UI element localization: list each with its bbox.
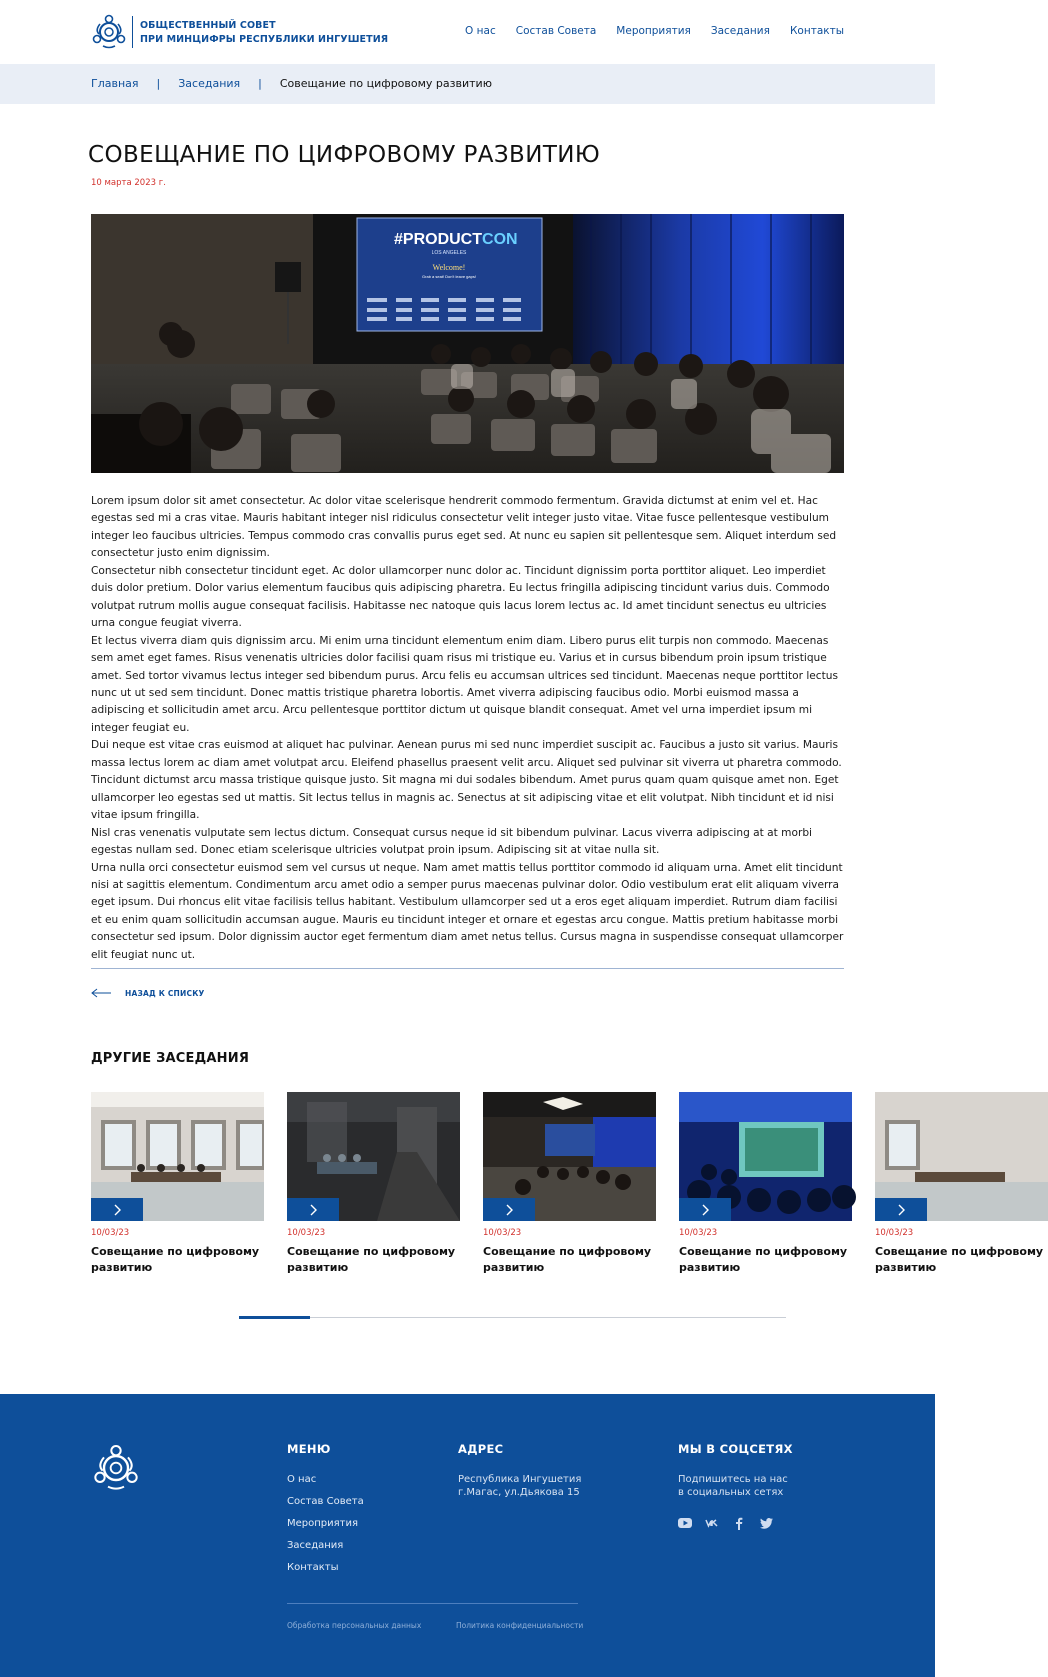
meeting-card[interactable] xyxy=(91,1092,264,1275)
breadcrumb-meetings[interactable]: Заседания xyxy=(178,77,241,90)
chevron-right-icon[interactable] xyxy=(483,1198,535,1221)
page-title: СОВЕЩАНИЕ ПО ЦИФРОВОМУ РАЗВИТИЮ xyxy=(88,142,601,168)
meeting-card-image xyxy=(287,1092,460,1221)
meeting-card-image xyxy=(679,1092,852,1221)
social-icons xyxy=(678,1516,773,1530)
nav-item-contacts[interactable]: Контакты xyxy=(789,25,844,37)
meeting-card[interactable] xyxy=(679,1092,852,1275)
breadcrumb-separator: | xyxy=(156,77,161,90)
article-body xyxy=(91,493,844,964)
slider-track[interactable] xyxy=(239,1317,786,1318)
hero-image xyxy=(91,214,844,473)
chevron-right-icon[interactable] xyxy=(875,1198,927,1221)
youtube-icon[interactable] xyxy=(678,1516,692,1530)
footer-address-line1: Республика Ингушетия xyxy=(458,1474,582,1485)
org-name-line2: ПРИ МИНЦИФРЫ РЕСПУБЛИКИ ИНГУШЕТИЯ xyxy=(140,34,389,45)
breadcrumb-current: Совещание по цифровому развитию xyxy=(279,77,492,90)
arrow-left-icon xyxy=(91,988,111,998)
site-footer xyxy=(0,1394,935,1677)
conference-photo xyxy=(91,214,844,473)
meeting-card-date: 10/03/23 xyxy=(483,1228,522,1238)
breadcrumb xyxy=(0,64,935,104)
breadcrumb-home[interactable]: Главная xyxy=(91,77,139,90)
org-name[interactable] xyxy=(140,19,388,47)
meeting-card[interactable] xyxy=(287,1092,460,1275)
meeting-card-image xyxy=(91,1092,264,1221)
meeting-card-date: 10/03/23 xyxy=(679,1228,718,1238)
council-logo-icon[interactable] xyxy=(91,14,127,50)
article-paragraph: Lorem ipsum dolor sit amet consectetur. Ac dolor vitae scelerisque hendrerit commodo fermentum. Gravida dictumst at enim vel et. Hac egestas sed mi a cras vitae. Mauris habitant integer nisl ridiculus consectetur velit integer justo vitae. Vitae fusce pellentesque vestibulum integer leo faucibus ultricies. Tempus commodo cras convallis purus eget sed. At nunc eu sapien sit pellentesque sem. Aliquet interdum sed consectetur justo enim dignissim. xyxy=(91,495,837,560)
article-paragraph: Nisl cras venenatis vulputate sem lectus dictum. Consequat cursus neque id sit bibendum pulvinar. Lacus viverra adipiscing at at morbi egestas nullam sed. Donec etiam scelerisque ultricies volutpat proin ipsum. Adipiscing sit at vitae nulla sit. xyxy=(91,826,813,857)
nav-item-events[interactable]: Мероприятия xyxy=(616,25,691,37)
footer-address-line2: г.Магас, ул.Дьякова 15 xyxy=(458,1486,580,1498)
footer-address xyxy=(458,1474,581,1499)
footer-link-council[interactable]: Состав Совета xyxy=(287,1496,364,1507)
footer-menu-title: МЕНЮ xyxy=(287,1442,331,1456)
meeting-card-date: 10/03/23 xyxy=(875,1228,914,1238)
chevron-right-icon[interactable] xyxy=(679,1198,731,1221)
article-paragraph: Urna nulla orci consectetur euismod sem vel cursus ut neque. Nam amet mattis tellus porttitor commodo id aliquam urna. Amet elit tincidunt nisi at sagittis elementum. Condimentum arcu amet odio a semper purus maecenas pulvinar dolor. Odio vestibulum erat elit aliquam viverra eget ipsum. Dui rhoncus elit vitae facilisis tellus habitant. Vestibulum ullamcorper sed ut a eros eget aliquam imperdiet. Rutrum diam facilisi et eu enim quam sollicitudin accumsan augue. Mauris eu tincidunt integer et ornare et egestas arcu congue. Mattis pretium habitasse morbi consectetur sed ipsum. Dolor dignissim auctor eget fermentum diam amet netus tellus. Cursus magna in suspendisse consequat ullamcorper elit feugiat nunc ut. xyxy=(91,861,844,961)
breadcrumb-separator: | xyxy=(258,77,262,90)
privacy-policy-link[interactable]: Политика конфиденциальности xyxy=(456,1621,584,1630)
council-logo-icon[interactable] xyxy=(92,1444,140,1492)
footer-social-line2: в социальных сетях xyxy=(678,1486,784,1498)
meeting-card-title[interactable]: Совещание по цифровому развитию xyxy=(287,1245,456,1274)
meeting-card-title[interactable]: Совещание по цифровому развитию xyxy=(483,1245,652,1274)
meeting-card-title[interactable]: Совещание по цифровому развитию xyxy=(91,1245,260,1274)
slider-thumb[interactable] xyxy=(239,1316,310,1319)
logo-divider xyxy=(132,16,133,48)
main-nav xyxy=(465,25,844,37)
facebook-icon[interactable] xyxy=(732,1516,746,1530)
other-meetings-title: ДРУГИЕ ЗАСЕДАНИЯ xyxy=(91,1051,250,1066)
footer-link-contacts[interactable]: Контакты xyxy=(287,1562,339,1573)
privacy-data-link[interactable]: Обработка персональных данных xyxy=(287,1621,422,1630)
org-name-line1: ОБЩЕСТВЕННЫЙ СОВЕТ xyxy=(140,20,276,31)
meeting-card[interactable] xyxy=(483,1092,656,1275)
footer-link-events[interactable]: Мероприятия xyxy=(287,1518,358,1529)
footer-address-title: АДРЕС xyxy=(458,1442,504,1456)
meeting-card-image xyxy=(875,1092,1048,1221)
meeting-card-title[interactable]: Совещание по цифровому развитию xyxy=(875,1245,1044,1274)
meeting-card-image xyxy=(483,1092,656,1221)
meeting-card-date: 10/03/23 xyxy=(287,1228,326,1238)
article-divider xyxy=(91,968,844,969)
footer-social-title: МЫ В СОЦСЕТЯХ xyxy=(678,1442,793,1456)
footer-divider xyxy=(287,1603,578,1604)
hero-screen-brand: #PRODUCTCON xyxy=(394,231,518,248)
meeting-card-title[interactable]: Совещание по цифровому развитию xyxy=(679,1245,848,1274)
nav-item-about[interactable]: О нас xyxy=(465,25,496,37)
back-to-list-link[interactable] xyxy=(91,988,205,998)
footer-link-meetings[interactable]: Заседания xyxy=(287,1540,344,1551)
back-to-list-label: НАЗАД К СПИСКУ xyxy=(125,988,205,998)
chevron-right-icon[interactable] xyxy=(287,1198,339,1221)
article-paragraph: Et lectus viverra diam quis dignissim arcu. Mi enim urna tincidunt elementum enim diam. Libero purus elit turpis non commodo. Maecenas sem amet eget fames. Risus venenatis ultricies dolor facilisi quam risus mi tristique eu. Varius et in cursus bibendum proin ipsum tristique amet. Sed tortor vivamus lectus integer sed bibendum purus. Arcu felis eu accumsan ultrices sed tincidunt. Maecenas neque porttitor lectus nunc ut ut sed sem tincidunt. Donec mattis tristique pharetra lobortis. Amet viverra adipiscing faucibus odio. Morbi euismod massa a adipiscing et sollicitudin amet arcu. Arcu pellentesque porttitor dictum ut quisque blandit consequat. Amet vel urna imperdiet ipsum mi integer feugiat eu. xyxy=(91,634,839,734)
svg-text:Grab a seat! Don't leave gaps!: Grab a seat! Don't leave gaps! xyxy=(422,274,476,279)
chevron-right-icon[interactable] xyxy=(91,1198,143,1221)
twitter-icon[interactable] xyxy=(759,1516,773,1530)
article-paragraph: Dui neque est vitae cras euismod at aliquet hac pulvinar. Aenean purus mi sed nunc imperdiet suscipit ac. Faucibus a justo sit varius. Mauris massa lectus lorem ac diam amet volutpat arcu. Eleifend phasellus praesent velit arcu. Aliquet sed pulvinar sit viverra ut pharetra commodo. Tincidunt dictumst arcu massa tristique quisque justo. Sit magna mi dui sodales bibendum. Amet purus quam quam quisque amet non. Eget ullamcorper leo egestas sed ut mattis. Sit lectus tellus in magnis ac. Senectus at sit adipiscing vitae et elit volutpat. Nibh tincidunt et id nisi vitae ipsum fringilla. xyxy=(91,739,842,822)
page-date: 10 марта 2023 г. xyxy=(91,178,166,188)
footer-social-text xyxy=(678,1474,788,1499)
nav-item-council[interactable]: Состав Совета xyxy=(515,25,597,37)
svg-text:Welcome!: Welcome! xyxy=(432,263,466,272)
article-paragraph: Consectetur nibh consectetur tincidunt eget. Ac dolor ullamcorper nunc dolor ac. Tincidunt dignissim porta porttitor aliquet. Leo imperdiet duis dolor pretium. Dolor varius elementum faucibus quis adipiscing pharetra. Eu lectus fringilla adipiscing tincidunt varius duis. Commodo volutpat rutrum mollis augue consequat facilisis. Habitasse nec natoque quis lacus lorem lectus ac. Id amet tincidunt senectus eu ultricies urna congue feugiat viverra. xyxy=(91,564,830,630)
svg-text:LOS ANGELES: LOS ANGELES xyxy=(431,250,467,256)
footer-social-line1: Подпишитесь на нас xyxy=(678,1474,788,1485)
vk-icon[interactable] xyxy=(705,1516,719,1530)
meeting-card-date: 10/03/23 xyxy=(91,1228,130,1238)
footer-link-about[interactable]: О нас xyxy=(287,1474,317,1485)
site-header xyxy=(0,0,935,64)
meeting-card[interactable] xyxy=(875,1092,1048,1275)
nav-item-meetings[interactable]: Заседания xyxy=(710,25,770,37)
